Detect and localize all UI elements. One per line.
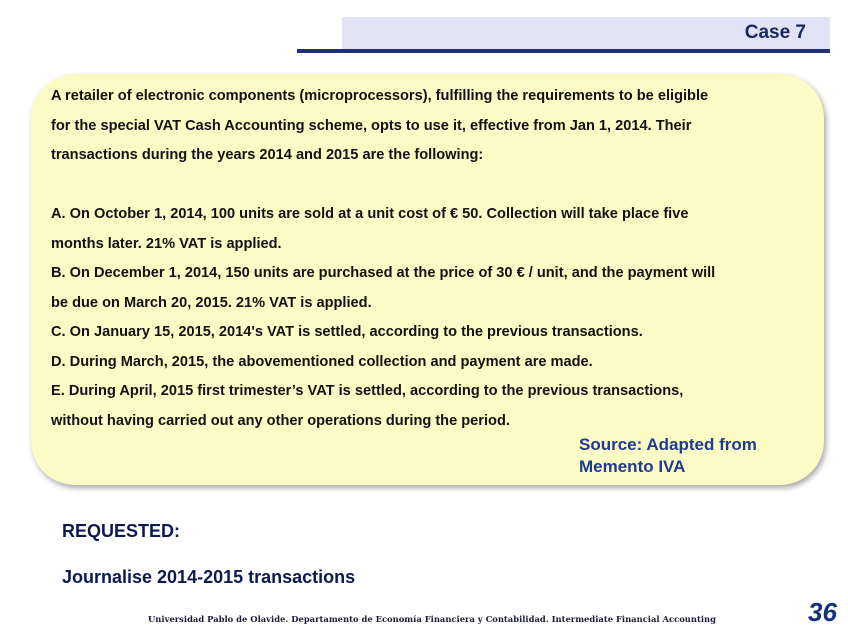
case-title: Case 7 [744,22,806,43]
page-number: 36 [808,597,837,627]
intro-line: for the special VAT Cash Accounting scheme, opts to use it, effective from Jan 1, 2014. Their [51,117,692,134]
source-note [579,434,757,478]
requested-heading: REQUESTED: [62,521,181,541]
intro-line: transactions during the years 2014 and 2015 are the following: [51,147,484,163]
paragraph-gap [51,171,811,201]
source-line: Source: Adapted from [579,435,757,454]
transaction-line: C. On January 15, 2015, 2014's VAT is settled, according to the previous transactions. [51,324,643,340]
transaction-line: be due on March 20, 2015. 21% VAT is applied. [51,294,372,311]
transaction-line: without having carried out any other operations during the period. [51,412,510,429]
transaction-line: A. On October 1, 2014, 100 units are sold at a unit cost of € 50. Collection will take place five [51,206,689,222]
source-line: Memento IVA [579,457,686,476]
intro-line: A retailer of electronic components (microprocessors), fulfilling the requirements to be eligible [51,88,709,104]
requested-task: Journalise 2014-2015 transactions [62,567,356,587]
footer-text: Universidad Pablo de Olavide. Departamento de Economía Financiera y Contabilidad. Intermediate Financial Accounting [148,614,716,624]
case-statement-text [51,82,811,436]
transaction-line: D. During March, 2015, the abovementioned collection and payment are made. [51,353,593,370]
transaction-line: E. During April, 2015 first trimester’s VAT is settled, according to the previous transactions, [51,383,684,399]
transaction-line: months later. 21% VAT is applied. [51,235,282,252]
case-header [342,17,830,49]
header-rule [297,49,830,53]
transaction-line: B. On December 1, 2014, 150 units are purchased at the price of 30 € / unit, and the payment will [51,265,716,281]
case-statement-card [31,74,824,485]
